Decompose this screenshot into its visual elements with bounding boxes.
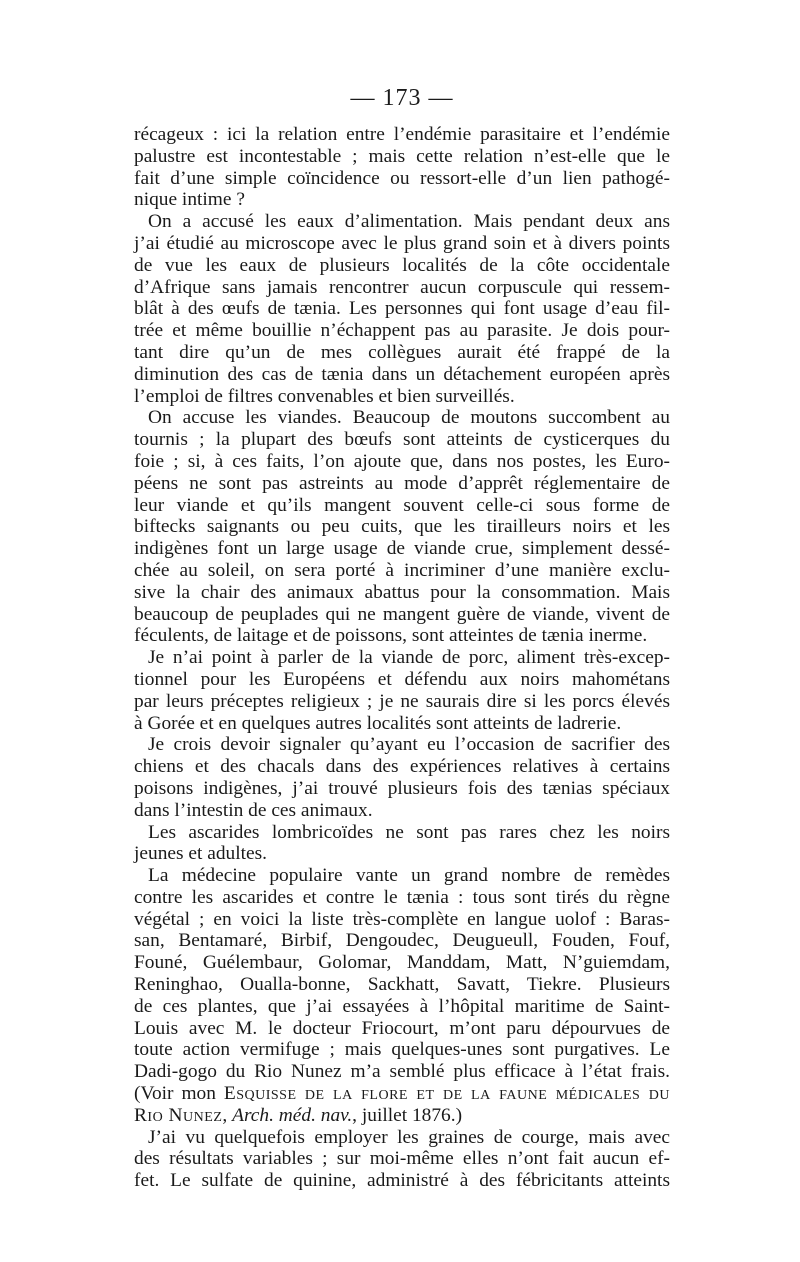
citation-open: (Voir mon [134, 1083, 224, 1105]
citation-line-2 [134, 1105, 670, 1127]
text-line: féculents, de laitage et de poissons, sont atteintes de tænia inerme. [134, 625, 648, 647]
text-line: beaucoup de peuplades qui ne mangent guère de viande, vivent de [134, 603, 670, 625]
citation-sep: , [222, 1104, 233, 1126]
paragraph-lines-after [134, 1127, 670, 1192]
text-line: J’ai vu quelquefois employer les graines de courge, mais avec [148, 1126, 670, 1148]
text-line: Reninghao, Oualla-bonne, Sackhatt, Savatt, Tiekre. Plusieurs [134, 974, 670, 996]
text-line: On accuse les viandes. Beaucoup de moutons succombent au [148, 407, 670, 429]
text-line: Les ascarides lombricoïdes ne sont pas rares chez les noirs [148, 821, 670, 843]
text-line: contre les ascarides et contre le tænia : tous sont tirés du règne [134, 886, 670, 908]
text-line: diminution des cas de tænia dans un détachement européen après [134, 363, 670, 385]
text-line: par leurs préceptes religieux ; je ne saurais dire si les porcs élevés [134, 690, 670, 712]
text-line: Je n’ai point à parler de la viande de porc, aliment très-excep- [148, 647, 670, 669]
text-line: tionnel pour les Européens et défendu aux noirs mahométans [134, 668, 670, 690]
text-line: jeunes et adultes. [134, 843, 267, 865]
text-line: l’emploi de filtres convenables et bien surveillés. [134, 385, 515, 407]
text-line: indigènes font un large usage de viande crue, simplement dessé- [134, 538, 670, 560]
citation-close: , juillet 1876.) [352, 1104, 463, 1126]
text-line: leur viande et qu’ils mangent souvent celle-ci sous forme de [134, 494, 670, 516]
text-line: Founé, Guélembaur, Golomar, Manddam, Matt, N’guiemdam, [134, 952, 670, 974]
text-line: On a accusé les eaux d’alimentation. Mais pendant deux ans [148, 211, 670, 233]
text-line: palustre est incontestable ; mais cette relation n’est-elle que le [134, 145, 670, 167]
paragraph-lines [134, 124, 670, 1083]
text-line: fet. Le sulfate de quinine, administré à des fébricitants atteints [134, 1170, 670, 1192]
citation-journal: Arch. méd. nav. [232, 1104, 353, 1126]
text-line: Je crois devoir signaler qu’ayant eu l’occasion de sacrifier des [148, 734, 670, 756]
citation-title: Esquisse de la flore et de la faune médicales du [223, 1083, 670, 1105]
text-line: La médecine populaire vante un grand nombre de remèdes [148, 865, 670, 887]
body-text [134, 124, 670, 1192]
text-line: des résultats variables ; sur moi-même elles n’ont fait aucun ef- [134, 1148, 670, 1170]
citation-line-1 [134, 1083, 670, 1105]
text-line: Dadi-gogo du Rio Nunez m’a semblé plus efficace à l’état frais. [134, 1061, 670, 1083]
text-line: trée et même bouillie n’échappent pas au parasite. Je dois pour- [134, 320, 670, 342]
text-line: récageux : ici la relation entre l’endémie parasitaire et l’endémie [134, 124, 670, 145]
text-line: végétal ; en voici la liste très-complète en langue uolof : Baras- [134, 908, 670, 930]
text-line: tant dire qu’un de mes collègues aurait été frappé de la [134, 341, 670, 363]
text-line: j’ai étudié au microscope avec le plus grand soin et à divers points [134, 232, 670, 254]
text-line: à Gorée et en quelques autres localités sont atteints de ladrerie. [134, 712, 622, 734]
text-line: san, Bentamaré, Birbif, Dengoudec, Deugueull, Fouden, Fouf, [134, 930, 670, 952]
text-line: de vue les eaux de plusieurs localités de la côte occidentale [134, 254, 670, 276]
text-line: péens ne sont pas astreints au mode d’apprêt réglementaire de [134, 472, 670, 494]
text-line: dans l’intestin de ces animaux. [134, 799, 373, 821]
text-line: sive la chair des animaux abattus pour la consommation. Mais [134, 581, 670, 603]
text-line: Louis avec M. le docteur Friocourt, m’ont paru dépourvues de [134, 1017, 670, 1039]
text-line: nique intime ? [134, 189, 245, 211]
text-line: chiens et des chacals dans des expériences relatives à certains [134, 756, 670, 778]
text-line: de ces plantes, que j’ai essayées à l’hôpital maritime de Saint- [134, 995, 670, 1017]
book-page [134, 84, 670, 1192]
text-line: poisons indigènes, j’ai trouvé plusieurs fois des tænias spéciaux [134, 777, 670, 799]
text-line: chée au soleil, on sera porté à incriminer d’une manière exclu- [134, 559, 670, 581]
text-line: blât à des œufs de tænia. Les personnes qui font usage d’eau fil- [134, 298, 670, 320]
text-line: fait d’une simple coïncidence ou ressort-elle d’un lien pathogé- [134, 167, 670, 189]
citation-title-2: Rio Nunez [134, 1104, 223, 1126]
text-line: tournis ; la plupart des bœufs sont atteints de cysticerques du [134, 429, 670, 451]
text-line: toute action vermifuge ; mais quelques-unes sont purgatives. Le [134, 1039, 670, 1061]
text-line: d’Afrique sans jamais rencontrer aucun corpuscule qui ressem- [134, 276, 670, 298]
page-number: — 173 — [350, 85, 454, 111]
text-line: biftecks saignants ou peu cuits, que les tirailleurs noirs et les [134, 516, 670, 538]
text-line: foie ; si, à ces faits, l’on ajoute que, dans nos postes, les Euro- [134, 450, 670, 472]
